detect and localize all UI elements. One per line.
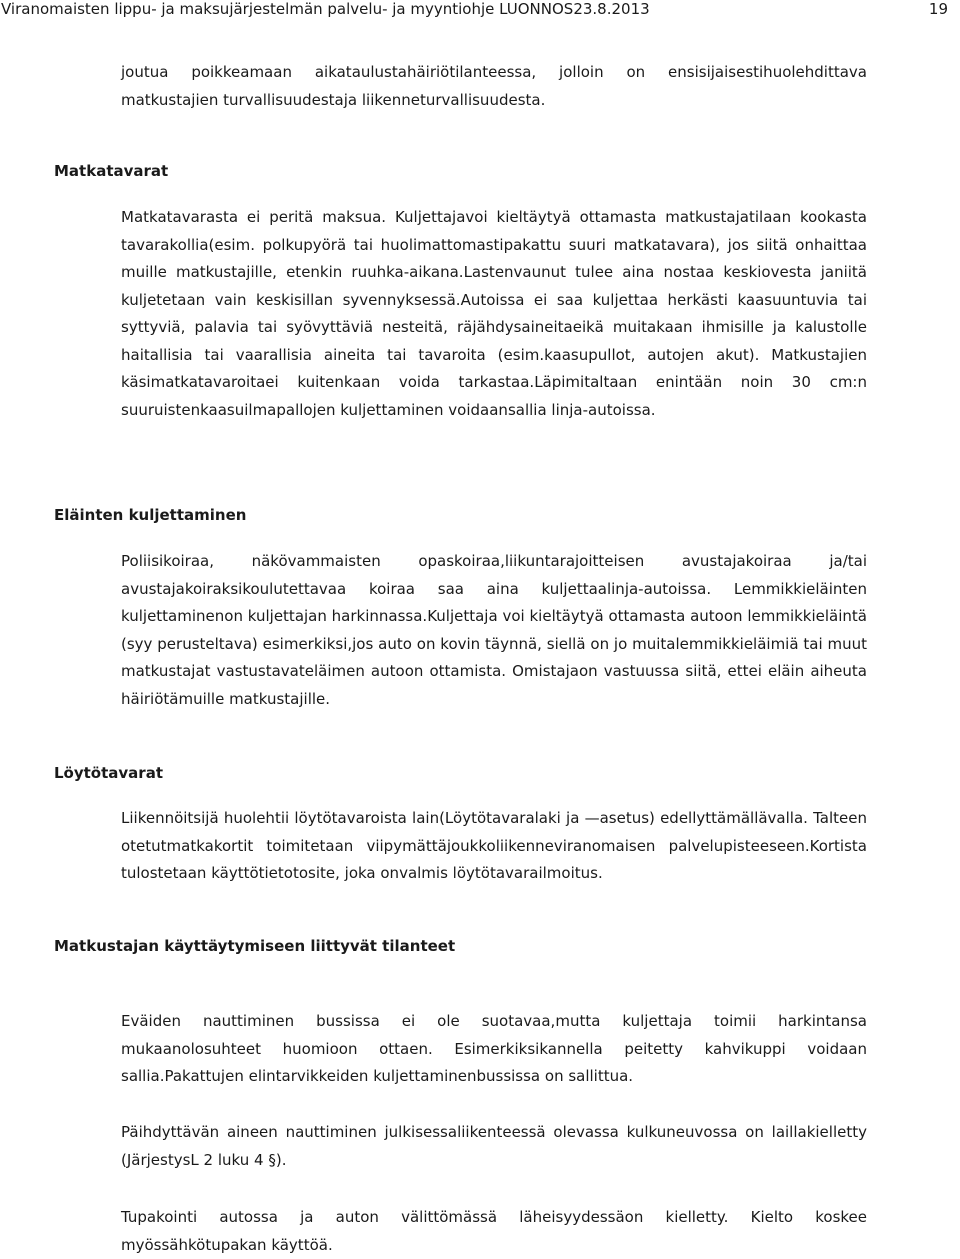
tupakointi-paragraph: Tupakointi autossa ja auton välittömässä läheisyydessäon kielletty. Kielto koskee myössähkötupakan käyttöä. [121,1208,867,1254]
page-number: 19 [928,0,948,18]
page-header [0,0,960,22]
intro-paragraph: joutua poikkeamaan aikataulustahäiriötilanteessa, jolloin on ensisijaisestihuolehdittava matkustajien turvallisuudestaja liikenneturvallisuudesta. [121,63,867,109]
matkatavarat-paragraph: Matkatavarasta ei peritä maksua. Kuljettajavoi kieltäytyä ottamasta matkustajatilaan kookasta tavarakollia(esim. polkupyörä tai huolimattomastipakattu suuri matkatavara), jos siitä onhaittaa muille matkustajille, etenkin ruuhka-aikana.Lastenvaunut tulee aina nostaa keskiovesta janiitä kuljetetaan vain keskisillan syvennyksessä.Autoissa ei saa kuljettaa herkästi kaasuuntuvia tai syttyviä, palavia tai syövyttäviä nesteitä, räjähdysaineitaeikä muitakaan ihmisille ja kalustolle haitallisia tai vaarallisia aineita tai tavaroita (esim.kaasupullot, autojen akut). Matkustajien käsimatkatavaroitaei kuitenkaan voida tarkastaa.Läpimitaltaan enintään noin 30 cm:n suuruistenkaasuilmapallojen kuljettaminen voidaansallia linja-autoissa. [121,208,867,419]
loytotavarat-paragraph: Liikennöitsijä huolehtii löytötavaroista lain(Löytötavaralaki ja —asetus) edellyttämällävalla. Talteen otetutmatkakortit toimitetaan viipymättäjoukkoliikenneviranomaisen palvelupisteeseen.Kortista tulostetaan käyttötietotosite, joka onvalmis löytötavarailmoitus. [121,809,867,882]
document-title: Viranomaisten lippu- ja maksujärjestelmän palvelu- ja myyntiohje LUONNOS23.8.2013 [1,0,650,18]
section-heading-elainten-kuljettaminen: Eläinten kuljettaminen [54,506,247,524]
section-heading-loytotavarat: Löytötavarat [54,764,163,782]
section-heading-matkatavarat: Matkatavarat [54,162,169,180]
elainten-kuljettaminen-paragraph: Poliisikoiraa, näkövammaisten opaskoiraa,liikuntarajoitteisen avustajakoiraa ja/tai avustajakoiraksikoulutettavaa koiraa saa aina kuljettaalinja-autoissa. Lemmikkieläinten kuljettaminenon kuljettajan harkinnassa.Kuljettaja voi kieltäytyä ottamasta autoon lemmikkieläintä (syy perusteltava) esimerkiksi,jos auto on kovin täynnä, siellä on jo muitalemmikkieläimiä tai muut matkustajat vastustavateläimen autoon ottamista. Omistajaon vastuussa siitä, ettei eläin aiheuta häiriötämuille matkustajille. [121,552,867,708]
section-heading-kayttaytyminen: Matkustajan käyttäytymiseen liittyvät tilanteet [54,937,456,955]
evaat-paragraph: Eväiden nauttiminen bussissa ei ole suotavaa,mutta kuljettaja toimii harkintansa mukaanolosuhteet huomioon ottaen. Esimerkiksikannella peitetty kahvikuppi voidaan sallia.Pakattujen elintarvikkeiden kuljettaminenbussissa on sallittua. [121,1012,867,1085]
paihteet-paragraph: Päihdyttävän aineen nauttiminen julkisessaliikenteessä olevassa kulkuneuvossa on laillakielletty (JärjestysL 2 luku 4 §). [121,1123,867,1169]
